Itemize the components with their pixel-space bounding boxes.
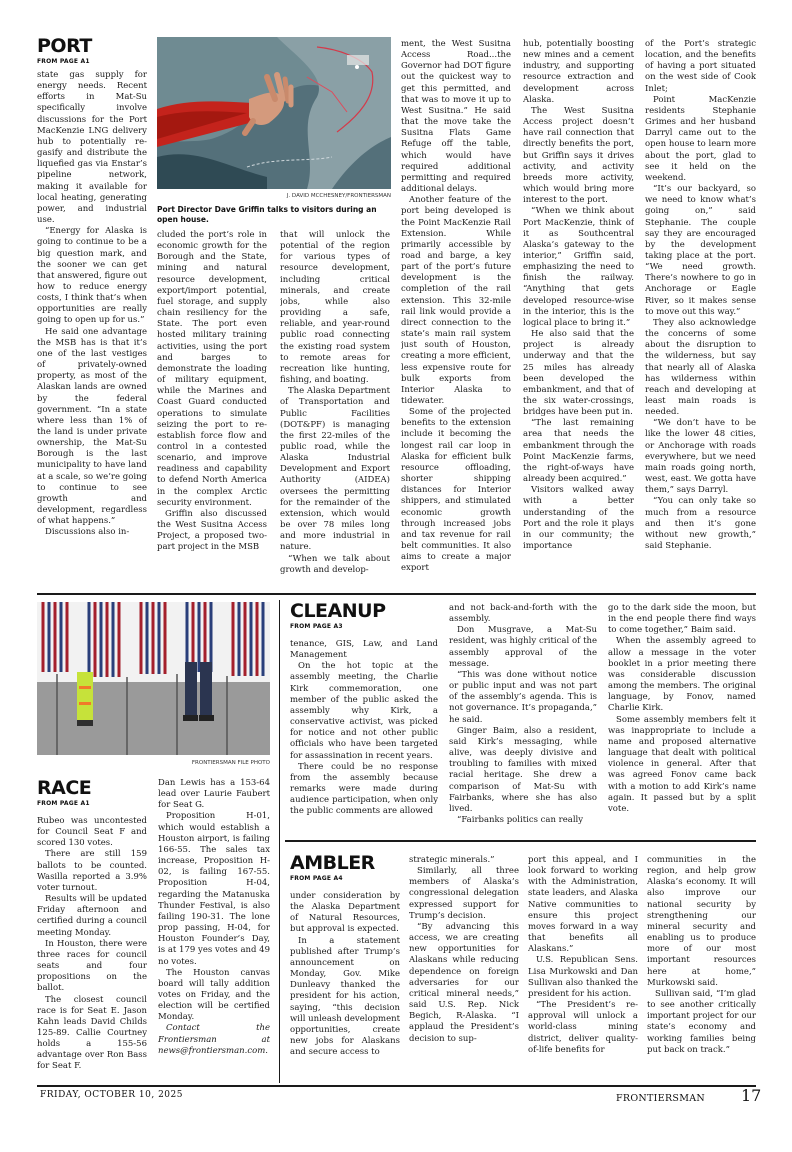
cleanup-heading: CLEANUP	[290, 600, 386, 622]
cleanup-jump-line: FROM PAGE A3	[290, 623, 343, 630]
port-photo	[157, 37, 391, 189]
cleanup-column-3: go to the dark side the moon, but in the end people there find ways to come together,” Baim said. When the assembly agreed to allow a message in the voter booklet in a prior meeting there was considerable discussion among the members. The original language, by Fonov, named Charlie Kirk. Some assembly members felt it was inappropriate to include a name and proposed alternative language that dealt with political violence in general. After that was agreed Fonov came back with a motion to add Kirk’s name again. It passed but by a split vote.	[608, 603, 756, 814]
section-divider-cleanup	[285, 840, 756, 842]
map-board-illustration	[157, 37, 391, 189]
port-photo-caption: Port Director Dave Griffin talks to visitors during an open house.	[157, 205, 377, 224]
race-photo-credit: FRONTIERSMAN FILE PHOTO	[191, 760, 270, 766]
race-photo	[37, 602, 270, 755]
race-jump-line: FROM PAGE A1	[37, 800, 90, 807]
port-column-4: ment, the West Susitna Access Road...the Governor had DOT figure out the quickest way to get this permitted, and that was to move it up to West Susitna.” He said that the move take the Susitna Flats Game Refuge off the table, which would have required additional permitting and required additional delays. Another feature of the port being developed is the Point MacKenzie Rail Extension. While primarily accessible by road and barge, a key part of the port’s future development is the completion of the rail extension. This 32-mile rail link would provide a direct connection to the state’s main rail system just south of Houston, creating a more efficient, less expensive route for bulk exports from Interior Alaska to tidewater. Some of the projected benefits to the extension include it becoming the longest rail car loop in Alaska for efficient bulk resource offloading, shorter shipping distances for Interior shippers, and stimulated economic growth through increased jobs and tax revenue for rail belt communities. It also aims to create a major export	[401, 39, 511, 574]
cleanup-column-1: tenance, GIS, Law, and Land Management On the hot topic at the assembly meeting, the Charlie Kirk commemoration, one member of the public asked the assembly why Kirk, a conservative activist, was picked for notice and not other public officials who have been targeted for assassination in recent years. There could be no response from the assembly because remarks were made during audience participation, when only the public comments are allowed	[290, 639, 438, 817]
ambler-column-2: strategic minerals.” Similarly, all three members of Alaska’s congressional delegation expressed support for Trump’s decision. “By advancing this access, we are creating new opportunities for Alaskans while reducing dependence on foreign adversaries for our critical mineral needs,” said U.S. Rep. Nick Begich, R-Alaska. “I applaud the President’s decision to sup-	[409, 855, 519, 1044]
column-divider-race	[279, 600, 280, 1083]
port-column-6: of the Port’s strategic location, and the benefits of having a port situated on the west side of Cook Inlet; Point MacKenzie residents Stephanie Grimes and her husband Darryl came out to the open house to learn more about the port, glad to see it held on the weekend. “It’s our backyard, so we need to know what’s going on,” said Stephanie. The couple say they are encouraged by the development taking place at the port. “We need growth. There’s nowhere to go in Anchorage or Eagle River, so it makes sense to move out this way.” They also acknowledge the concerns of some about the disruption to the wilderness, but say that nearly all of Alaska has wilderness within reach and developing at least main roads is needed. “We don’t have to be like the lower 48 cities, or Anchorage with roads everywhere, but we need main roads going north, west, east. We gotta have them,” says Darryl. “You can only take so much from a resource and then it’s gone without new growth,” said Stephanie.	[645, 39, 756, 552]
port-column-3: that will unlock the potential of the region for various types of resource development, including critical minerals, and create jobs, while also providing a safe, reliable, and year-round public road connecting the existing road system to remote areas for recreation like hunting, fishing, and boating. The Alaska Department of Transportation and Public Facilities (DOT&PF) is managing the first 22-miles of the public road, while the Alaska Industrial Development and Export Authority (AIDEA) oversees the permitting for the remainder of the extension, which would be over 78 miles long and more industrial in nature. “When we talk about growth and develop-	[280, 230, 390, 575]
section-divider-port	[37, 593, 756, 595]
port-heading: PORT	[37, 35, 92, 57]
port-column-5: hub, potentially boosting new mines and a cement industry, and supporting resource extraction and development across Alaska. The West Susitna Access project doesn’t have rail connection that directly benefits the port, but Griffin says it drives activity, and activity breeds more activity, which would bring more interest to the port. “When we think about Port MacKenzie, think of it as Southcentral Alaska’s gateway to the interior,” Griffin said, emphasizing the need to finish the railway. “Anything that gets developed resource-wise in the interior, this is the logical place to bring it.” He also said that the project is already underway and that the 25 miles has already been developed the embankment, and that of the six water-crossings, bridges have been put in. “The last remaining area that needs the embankment through the Point MacKenzie farms, the right-of-ways have already been acquired.” Visitors walked away with a better understanding of the Port and the role it plays in our community; the importance	[523, 39, 634, 552]
ambler-column-3: port this appeal, and I look forward to working with the Administration, state leaders, and Alaska Native communities to ensure this project moves forward in a way that benefits all Alaskans.” U.S. Republican Sens. Lisa Murkowski and Dan Sullivan also thanked the president for his action. “The President’s re-approval will unlock a world-class mining district, deliver quality-of-life benefits for	[528, 855, 638, 1055]
voting-booth-illustration	[37, 602, 270, 755]
ambler-column-1: under consideration by the Alaska Department of Natural Resources, but approval is expected. In a statement published after Trump’s announcement on Monday, Gov. Mike Dunleavy thanked the president for his action, saying, “this decision will unleash development opportunities, create new jobs for Alaskans and secure access to	[290, 891, 400, 1058]
port-column-2: cluded the port’s role in economic growth for the Borough and the State, mining and natural resource development, export/import potential, fuel storage, and supply chain resiliency for the State. The port even hosted military training activities, using the port and barges to demonstrate the loading of military equipment, while the Marines and Coast Guard conducted operations to simulate seizing the port to re-establish force flow and control in a contested scenario, and improve readiness and capability to defend North America in the complex Arctic security environment. Griffin also discussed the West Susitna Access Project, a proposed two-part project in the MSB	[157, 230, 267, 553]
contact-line: Contact the Frontiersman at news@frontiersman.com.	[158, 1023, 270, 1056]
page-number: 17	[741, 1086, 762, 1105]
ambler-heading: AMBLER	[290, 852, 375, 874]
port-jump-line: FROM PAGE A1	[37, 58, 90, 65]
port-photo-credit: J. DAVID MCCHESNEY/FRONTIERSMAN	[286, 193, 391, 199]
race-heading: RACE	[37, 777, 92, 799]
race-column-1: Rubeo was uncontested for Council Seat F and scored 130 votes. There are still 159 ballots to be counted. Wasilla reported a 3.9% voter turnout. Results will be updated Friday afternoon and certified during a council meeting Monday. In Houston, there were three races for council seats and four propositions on the ballot. The closest council race is for Seat E. Jason Kahn leads David Childs 125-89. Callie Courtney holds a 155-56 advantage over Ron Bass for Seat F.	[37, 816, 147, 1072]
cleanup-column-2: and not back-and-forth with the assembly. Don Musgrave, a Mat-Su resident, was highly critical of the assembly approval of the message. “This was done without notice or public input and was not part of the assembly’s agenda. This is not governance. It’s propaganda,” he said. Ginger Baim, also a resident, said Kirk’s messaging, while alive, was deeply divisive and troubling to families with mixed racial heritage. She drew a comparison of Mat-Su with Fairbanks, where she has also lived. “Fairbanks politics can really	[449, 603, 597, 825]
port-column-1: state gas supply for energy needs. Recent efforts in Mat-Su specifically involve discussions for the Port MacKenzie LNG delivery hub to potentially re-gasify and distribute the liquefied gas via Enstar’s pipeline network, making it available for local heating, generating power, and industrial use. “Energy for Alaska is going to continue to be a big question mark, and the sooner we can get that answered, figure out how to reduce energy costs, I think that’s when opportunities are really going to open up for us.” He said one advantage the MSB has is that it’s one of the last vestiges of privately-owned property, as most of the Alaskan lands are owned by the federal government. “In a state where less than 1% of the land is under private ownership, the Mat-Su Borough is the last municipality to have land at a scale, so we’re going to continue to see growth and development, regardless of what happens.” Discussions also in-	[37, 70, 147, 538]
race-column-2: Dan Lewis has a 153-64 lead over Laurie Faubert for Seat G. Proposition H-01, which would establish a Houston airport, is failing 166-55. The sales tax increase, Proposition H-02, is failing 167-55. Proposition H-04, regarding the Matanuska Thunder Festival, is also failing 190-31. The lone prop passing, H-04, for Houston Founder’s Day, is at 179 yes votes and 49 no votes. The Houston canvas board will tally addition votes on Friday, and the election will be certified Monday. Contact the Frontiersman at news@frontiersman.com.	[158, 778, 270, 1056]
footer-rule	[37, 1085, 756, 1087]
footer-paper-name: FRONTIERSMAN	[616, 1093, 706, 1104]
ambler-jump-line: FROM PAGE A4	[290, 875, 343, 882]
footer-date: FRIDAY, OCTOBER 10, 2025	[40, 1090, 183, 1100]
ambler-column-4: communities in the region, and help grow Alaska’s economy. It will also improve our national security by strengthening our mineral security and enabling us to produce more of our most important resources here at home,” Murkowski said. Sullivan said, “I’m glad to see another critically important project for our state’s economy and working families being put back on track.”	[647, 855, 756, 1055]
